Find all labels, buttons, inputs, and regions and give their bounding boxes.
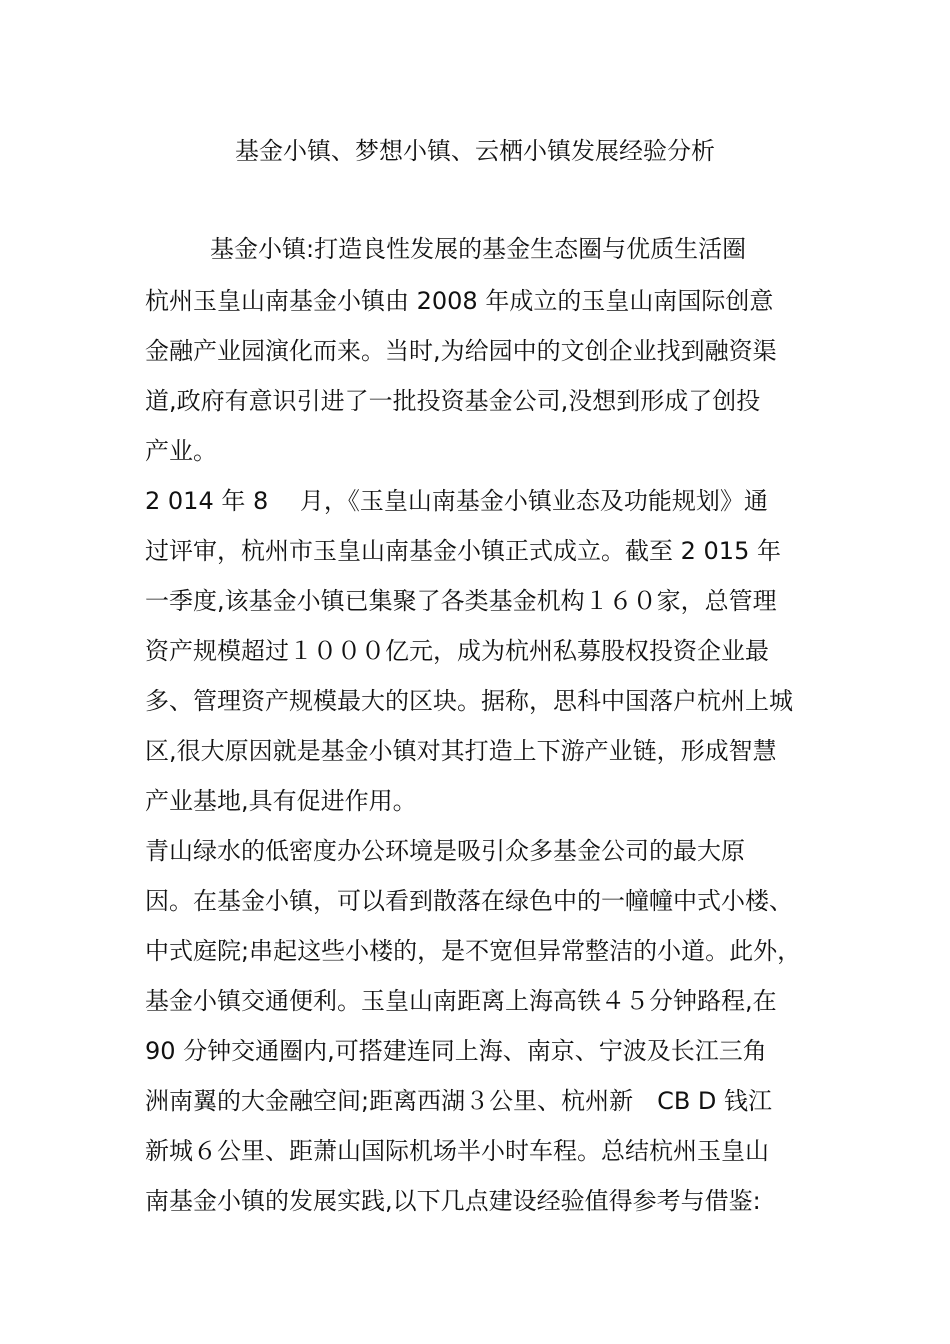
text-line: 区,很大原因就是基金小镇对其打造上下游产业链，形成智慧 xyxy=(145,737,777,765)
body-text xyxy=(145,283,835,1233)
text-line: 一季度,该基金小镇已集聚了各类基金机构１６０家，总管理 xyxy=(145,587,777,615)
text-line: 中式庭院;串起这些小楼的，是不宽但异常整洁的小道。此外， xyxy=(145,937,802,965)
document-title: 基金小镇、梦想小镇、云栖小镇发展经验分析 xyxy=(235,137,715,165)
text-line: 青山绿水的低密度办公环境是吸引众多基金公司的最大原 xyxy=(145,837,745,865)
text-line: 因。在基金小镇，可以看到散落在绿色中的一幢幢中式小楼、 xyxy=(145,887,793,915)
text-line: 产业。 xyxy=(145,437,217,465)
text-line: 产业基地,具有促进作用。 xyxy=(145,787,417,815)
text-line: 新城６公里、距萧山国际机场半小时车程。总结杭州玉皇山 xyxy=(145,1137,769,1165)
text-line: 道,政府有意识引进了一批投资基金公司,没想到形成了创投 xyxy=(145,387,761,415)
text-line: 洲南翼的大金融空间;距离西湖３公里、杭州新 CB D 钱江 xyxy=(145,1087,773,1115)
text-line: 基金小镇交通便利。玉皇山南距离上海高铁４５分钟路程,在 xyxy=(145,987,777,1015)
text-line: 多、管理资产规模最大的区块。据称，思科中国落户杭州上城 xyxy=(145,687,793,715)
text-line: 过评审，杭州市玉皇山南基金小镇正式成立。截至 2 015 年 xyxy=(145,537,781,565)
text-line: 南基金小镇的发展实践,以下几点建设经验值得参考与借鉴: xyxy=(145,1187,761,1215)
text-line: 资产规模超过１０００亿元，成为杭州私募股权投资企业最 xyxy=(145,637,769,665)
section-heading: 基金小镇:打造良性发展的基金生态圈与优质生活圈 xyxy=(210,235,747,263)
text-line: 杭州玉皇山南基金小镇由 2008 年成立的玉皇山南国际创意 xyxy=(145,287,774,315)
text-line: 金融产业园演化而来。当时,为给园中的文创企业找到融资渠 xyxy=(145,337,777,365)
text-line: 2 014 年 8 月，《玉皇山南基金小镇业态及功能规划》通 xyxy=(145,487,768,515)
text-line: 90 分钟交通圈内,可搭建连同上海、南京、宁波及长江三角 xyxy=(145,1037,767,1065)
